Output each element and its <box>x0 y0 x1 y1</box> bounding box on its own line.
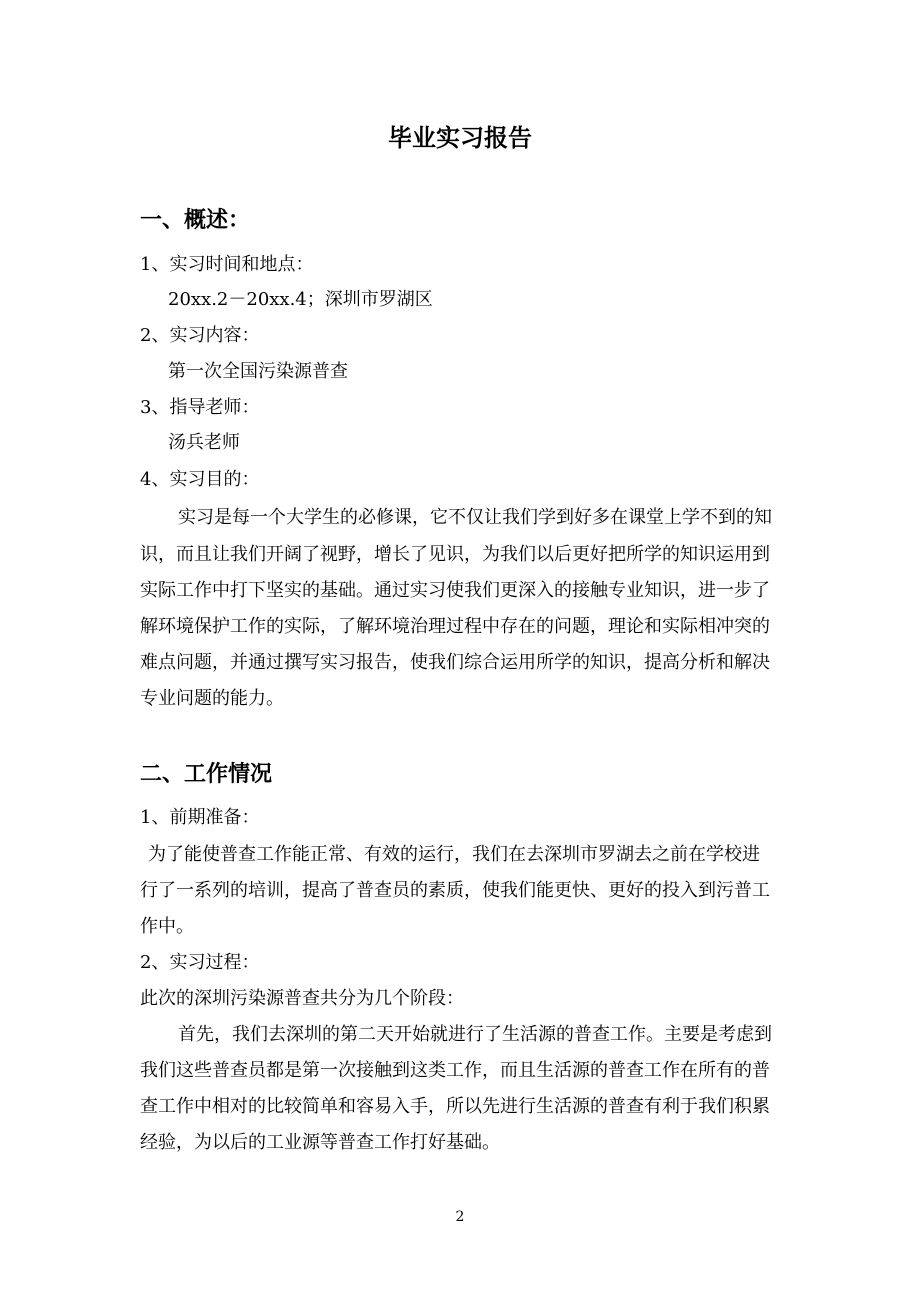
item-label-supervisor: 3、指导老师： <box>140 397 260 418</box>
paragraph-line: 作中。 <box>140 916 194 937</box>
section-heading-work: 二、工作情况 <box>140 762 273 787</box>
paragraph-line: 专业问题的能力。 <box>140 688 284 709</box>
paragraph-line: 为了能使普查工作能正常、有效的运行，我们在去深圳市罗湖去之前在学校进 <box>148 844 760 865</box>
paragraph-line: 难点问题，并通过撰写实习报告，使我们综合运用所学的知识，提高分析和解决 <box>140 652 770 673</box>
paragraph-line: 识，而且让我们开阔了视野，增长了见识，为我们以后更好把所学的知识运用到 <box>140 544 770 565</box>
item-label-content: 2、实习内容： <box>140 325 260 346</box>
page-number: 2 <box>455 1209 465 1225</box>
item-value-time-place: 20xx.2－20xx.4；深圳市罗湖区 <box>168 289 433 310</box>
item-label-process: 2、实习过程： <box>140 952 260 973</box>
document-title: 毕业实习报告 <box>388 124 532 152</box>
paragraph-line: 首先，我们去深圳的第二天开始就进行了生活源的普查工作。主要是考虑到 <box>178 1024 772 1045</box>
item-label-time-place: 1、实习时间和地点： <box>140 254 314 275</box>
paragraph-line: 我们这些普查员都是第一次接触到这类工作，而且生活源的普查工作在所有的普 <box>140 1060 770 1081</box>
paragraph-line: 解环境保护工作的实际，了解环境治理过程中存在的问题，理论和实际相冲突的 <box>140 616 770 637</box>
item-value-supervisor: 汤兵老师 <box>168 432 240 453</box>
paragraph-line: 实际工作中打下坚实的基础。通过实习使我们更深入的接触专业知识，进一步了 <box>140 580 770 601</box>
paragraph-line: 查工作中相对的比较简单和容易入手，所以先进行生活源的普查有利于我们积累 <box>140 1096 770 1117</box>
paragraph-line: 实习是每一个大学生的必修课，它不仅让我们学到好多在课堂上学不到的知 <box>178 507 772 528</box>
item-label-purpose: 4、实习目的： <box>140 469 260 490</box>
paragraph-line: 行了一系列的培训，提高了普查员的素质，使我们能更快、更好的投入到污普工 <box>140 880 770 901</box>
item-label-preparation: 1、前期准备： <box>140 807 260 828</box>
section-heading-overview: 一、概述： <box>140 208 251 233</box>
process-intro: 此次的深圳污染源普查共分为几个阶段： <box>140 988 464 1009</box>
item-value-content: 第一次全国污染源普查 <box>168 361 348 382</box>
paragraph-line: 经验，为以后的工业源等普查工作打好基础。 <box>140 1132 500 1153</box>
